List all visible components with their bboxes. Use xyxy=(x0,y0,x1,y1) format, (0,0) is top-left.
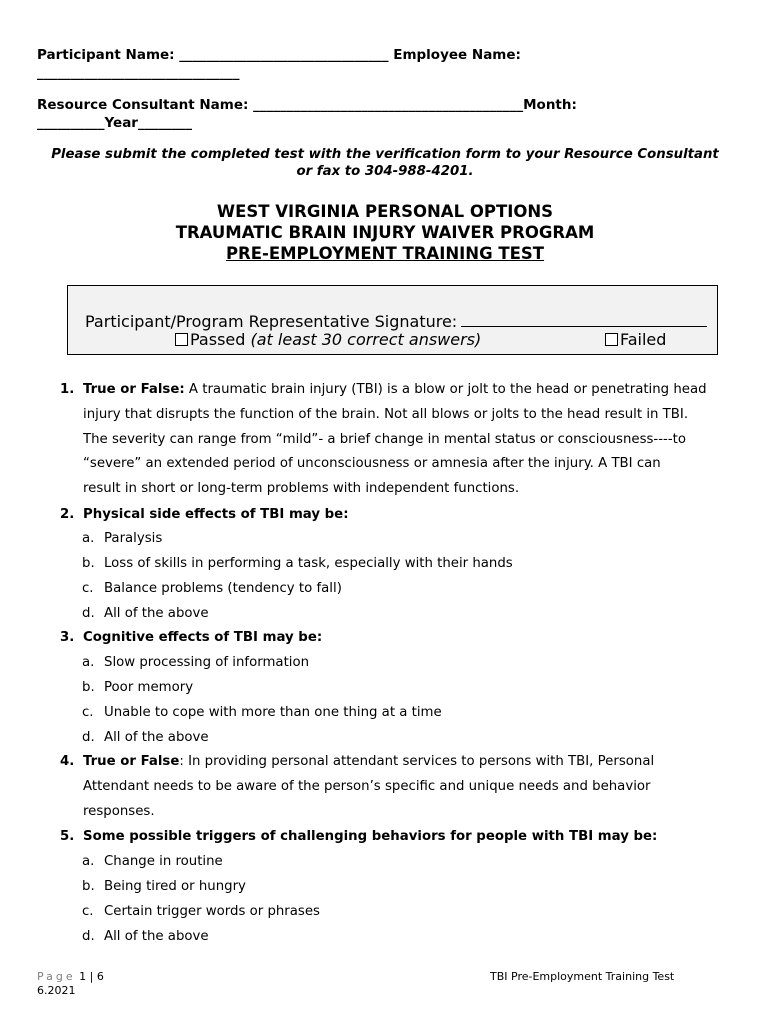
question-number: 1. xyxy=(60,382,75,397)
answer-option[interactable] xyxy=(82,651,309,676)
answer-option[interactable] xyxy=(82,726,209,751)
consultant-month-year-line xyxy=(37,96,737,132)
option-text: Poor memory xyxy=(104,680,194,695)
question-line: injury that disrupts the function of the brain. Not all blows or jolts to the head result in TBI. xyxy=(83,406,689,422)
instruction-line-1: Please submit the completed test with the verification form to your Resource Consultant xyxy=(51,147,719,162)
question-text xyxy=(83,750,740,824)
option-text: Paralysis xyxy=(104,531,163,546)
option-letter: d. xyxy=(82,730,95,745)
page-number: 1 | 6 xyxy=(79,970,104,983)
option-letter: c. xyxy=(82,581,94,596)
signature-label: Participant/Program Representative Signature: xyxy=(85,312,458,331)
participant-line-cont: ______________________________ xyxy=(37,65,240,81)
question-number: 2. xyxy=(60,507,75,522)
passed-checkbox[interactable] xyxy=(175,333,188,346)
question-5 xyxy=(60,825,740,850)
option-text: Balance problems (tendency to fall) xyxy=(104,581,342,596)
title-line-3 xyxy=(0,243,770,264)
answer-option[interactable] xyxy=(82,875,246,900)
question-2 xyxy=(60,503,740,528)
answer-option[interactable] xyxy=(82,527,162,552)
submission-instruction xyxy=(30,146,740,180)
option-text: Change in routine xyxy=(104,854,223,869)
question-4 xyxy=(60,750,740,824)
question-3 xyxy=(60,626,740,651)
passed-option[interactable] xyxy=(175,330,481,349)
option-text: Being tired or hungry xyxy=(104,879,246,894)
participant-employee-line xyxy=(37,46,737,82)
failed-label: Failed xyxy=(620,330,667,349)
title-line-3-text: PRE-EMPLOYMENT TRAINING TEST xyxy=(225,244,545,263)
passed-note: (at least 30 correct answers) xyxy=(250,330,482,349)
question-line: responses. xyxy=(83,803,155,819)
question-line: “severe” an extended period of unconsciousness or amnesia after the injury. A TBI can xyxy=(83,456,661,472)
signature-field[interactable] xyxy=(461,310,707,327)
question-number: 5. xyxy=(60,829,75,844)
option-text: Unable to cope with more than one thing at a time xyxy=(104,705,442,720)
option-letter: b. xyxy=(82,680,95,695)
answer-option[interactable] xyxy=(82,900,320,925)
consultant-line-cont: __________Year________ xyxy=(37,115,192,131)
question-text xyxy=(83,503,740,528)
question-text xyxy=(83,825,740,850)
question-line: The severity can range from “mild”- a brief change in mental status or consciousness----to xyxy=(83,431,686,447)
answer-option[interactable] xyxy=(82,676,193,701)
signature-row xyxy=(85,310,707,331)
option-letter: a. xyxy=(82,854,95,869)
option-letter: b. xyxy=(82,879,95,894)
question-line: : In providing personal attendant services to persons with TBI, Personal xyxy=(179,754,655,769)
question-line: result in short or long-term problems with independent functions. xyxy=(83,481,520,497)
answer-option[interactable] xyxy=(82,577,342,602)
page-footer-left xyxy=(37,970,104,998)
question-lead: Physical side effects of TBI may be: xyxy=(83,507,349,522)
question-1 xyxy=(60,378,740,502)
question-lead: True or False: xyxy=(83,382,185,397)
option-text: All of the above xyxy=(104,730,209,745)
option-letter: d. xyxy=(82,606,95,621)
option-letter: d. xyxy=(82,929,95,944)
question-lead: Some possible triggers of challenging behaviors for people with TBI may be: xyxy=(83,829,658,844)
question-text xyxy=(83,378,740,502)
footer-doc-title: TBI Pre-Employment Training Test xyxy=(490,970,675,983)
answer-option[interactable] xyxy=(82,925,209,950)
page-indicator xyxy=(37,970,104,984)
failed-checkbox[interactable] xyxy=(605,333,618,346)
option-text: Slow processing of information xyxy=(104,655,310,670)
question-lead: Cognitive effects of TBI may be: xyxy=(83,630,323,645)
option-text: Certain trigger words or phrases xyxy=(104,904,320,919)
option-letter: a. xyxy=(82,531,95,546)
page-word: Page xyxy=(37,970,76,983)
instruction-line-2: or fax to 304-988-4201. xyxy=(296,164,474,179)
participant-line: Participant Name: _______________________________ Employee Name: xyxy=(37,47,521,63)
title-line-2: TRAUMATIC BRAIN INJURY WAIVER PROGRAM xyxy=(175,223,595,242)
answer-option[interactable] xyxy=(82,552,513,577)
signature-box xyxy=(67,285,718,355)
question-number: 4. xyxy=(60,754,75,769)
question-line: Attendant needs to be aware of the person’s specific and unique needs and behavior xyxy=(83,778,651,794)
option-letter: c. xyxy=(82,904,94,919)
option-letter: b. xyxy=(82,556,95,571)
option-letter: c. xyxy=(82,705,94,720)
passed-label: Passed xyxy=(190,330,246,349)
question-number: 3. xyxy=(60,630,75,645)
question-text xyxy=(83,626,740,651)
failed-option[interactable] xyxy=(605,330,666,349)
question-line: A traumatic brain injury (TBI) is a blow or jolt to the head or penetrating head xyxy=(188,382,707,397)
answer-option[interactable] xyxy=(82,701,442,726)
option-text: All of the above xyxy=(104,929,209,944)
answer-option[interactable] xyxy=(82,850,223,875)
question-lead: True or False xyxy=(83,754,180,769)
option-text: All of the above xyxy=(104,606,209,621)
revision-date: 6.2021 xyxy=(37,984,76,997)
option-text: Loss of skills in performing a task, especially with their hands xyxy=(104,556,513,571)
answer-option[interactable] xyxy=(82,602,209,627)
consultant-line: Resource Consultant Name: ________________________________________Month: xyxy=(37,97,577,113)
option-letter: a. xyxy=(82,655,95,670)
title-line-1: WEST VIRGINIA PERSONAL OPTIONS xyxy=(216,202,554,221)
